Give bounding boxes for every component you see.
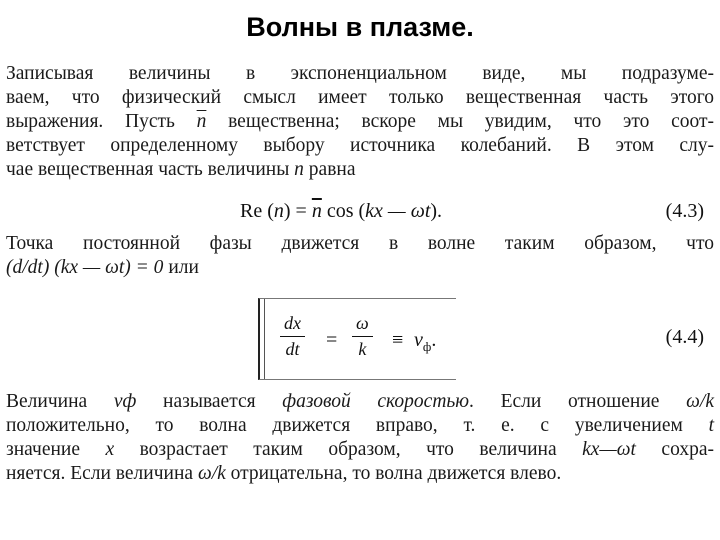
text-line: ваем, что физический смысл имеет только вещественная часть этого xyxy=(6,87,714,108)
text-line xyxy=(6,256,714,280)
equation-4-3 xyxy=(240,200,442,223)
text-line xyxy=(6,390,714,414)
text-fragment: няется. Если величина xyxy=(6,463,198,484)
equals-sign: = xyxy=(326,329,338,351)
paragraph-phase-velocity xyxy=(6,390,714,486)
text-fragment: положительно, то волна движется вправо, т. е. с увеличением xyxy=(6,415,709,436)
denominator: dt xyxy=(285,339,300,359)
eq-text: cos ( xyxy=(321,200,366,222)
numerator: ω xyxy=(356,313,369,333)
paragraph-phase xyxy=(6,232,714,280)
text-line xyxy=(6,110,714,134)
text-line: Точка постоянной фазы движется в волне таким образом, что xyxy=(6,233,714,254)
denominator: k xyxy=(358,339,367,359)
math-variable: t xyxy=(708,415,714,436)
paragraph-intro xyxy=(6,62,714,182)
math-expression: ω/k xyxy=(686,391,714,412)
math-variable: n xyxy=(294,159,304,180)
math-variable: $\overline{n}$ xyxy=(196,111,207,132)
phase-velocity xyxy=(414,329,436,355)
eq-text: ) = xyxy=(283,200,312,222)
text-fragment: . Если отношение xyxy=(469,391,687,412)
text-fragment: Величина xyxy=(6,391,114,412)
text-fragment: отрицательна, то волна движется влево. xyxy=(225,463,562,484)
text-fragment: называется xyxy=(136,391,283,412)
math-variable: v xyxy=(414,329,423,351)
math-expression: ω/k xyxy=(197,463,226,484)
math-variable: vф xyxy=(113,391,137,412)
text-fragment: значение xyxy=(6,439,106,460)
text-fragment: равна xyxy=(303,159,356,180)
equation-number: (4.3) xyxy=(665,200,704,222)
term-italic: фазовой скоростью xyxy=(282,391,470,412)
text-fragment: возрастает таким образом, что величина xyxy=(114,439,583,460)
fraction-bar xyxy=(352,336,373,337)
text-fragment: вещественна; вскоре мы увидим, что это соот- xyxy=(206,111,715,132)
text-fragment: сохра- xyxy=(635,439,714,460)
eq-text: ). xyxy=(430,200,443,222)
text-fragment: выражения. Пусть xyxy=(6,111,197,132)
equation-box xyxy=(258,298,456,380)
math-expression: kx—ωt xyxy=(582,439,636,460)
text-fragment: чае вещественная часть величины xyxy=(6,159,295,180)
math-expression: (d/dt) (kx — ωt) = 0 xyxy=(6,257,164,278)
text-line xyxy=(6,462,714,486)
fraction-dx-dt xyxy=(280,313,305,360)
text-line xyxy=(6,414,714,438)
text-line xyxy=(6,438,714,462)
equation-number: (4.4) xyxy=(665,326,704,348)
math-expression: kx — ωt xyxy=(365,200,431,222)
math-variable: n xyxy=(273,200,284,222)
eq-text: Re ( xyxy=(240,200,274,222)
math-variable: x xyxy=(105,439,115,460)
equiv-sign: ≡ xyxy=(392,329,404,351)
slide-title: Волны в плазме. xyxy=(246,12,474,42)
fraction-bar xyxy=(280,336,305,337)
math-variable: $\overline{n}$ xyxy=(311,200,322,222)
text-fragment: или xyxy=(163,257,199,278)
eq-text: . xyxy=(431,329,437,351)
text-line xyxy=(6,158,714,182)
fraction-omega-k xyxy=(352,313,373,360)
text-line: ветствует определенному выбору источника колебаний. В этом слу- xyxy=(6,135,714,156)
text-line: Записывая величины в экспоненциальном виде, мы подразуме- xyxy=(6,63,714,84)
subscript: ф xyxy=(422,339,432,354)
numerator: dx xyxy=(284,313,301,333)
